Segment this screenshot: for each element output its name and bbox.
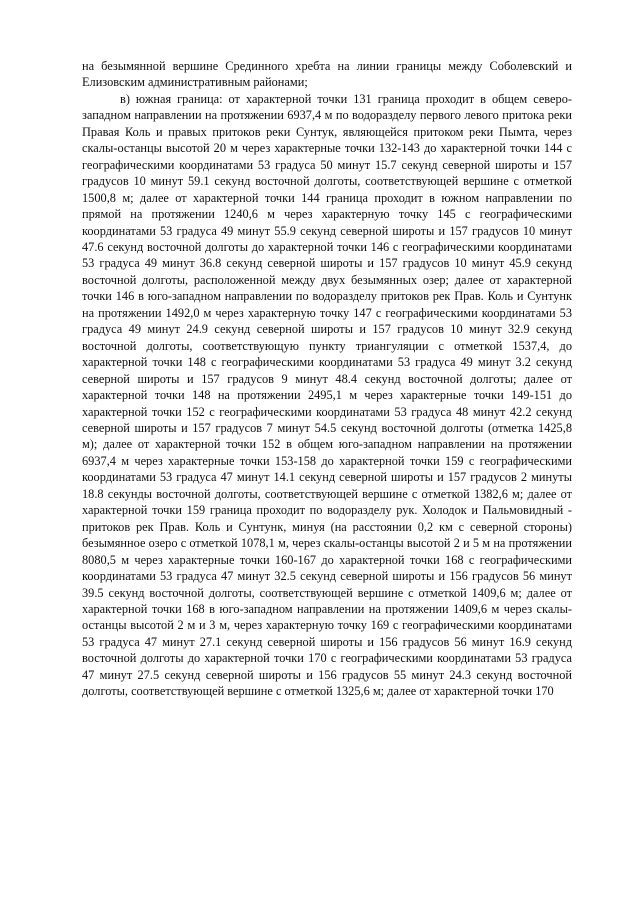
paragraph-continuation: на безымянной вершине Срединного хребта на линии границы между Соболевский и Елизовским административным районами; — [82, 59, 572, 90]
paragraph-south-border: в) южная граница: от характерной точки 131 граница проходит в общем северо-западном направлении на протяжении 6937,4 м по водоразделу первого левого притока реки Правая Коль и правых притоков реки Сунтук, являющейся притоком реки Пымта, через скалы-останцы высотой 20 м через характерные точки 132-143 до характерной точки 144 с географическими координатами 53 градуса 50 минут 15.7 секунд северной широты и 157 градусов 10 минут 59.1 секунд восточной долготы, соответствующей вершине с отметкой 1500,8 м; далее от характерной точки 144 граница проходит в южном направлении по прямой на протяжении 1240,6 м через характерную точку 145 с географическими координатами 53 градуса 49 минут 55.9 секунд северной широты и 157 градусов 10 минут 47.6 секунд восточной долготы до характерной точки 146 с географическими координатами 53 градуса 49 минут 36.8 секунд северной широты и 157 градусов 10 минут 45.9 секунд восточной долготы, расположенной между двух безымянных озер; далее от характерной точки 146 в юго-западном направлении по водоразделу притоков рек Прав. Коль и Сунтунк на протяжении 1492,0 м через характерную точку 147 с географическими координатами 53 градуса 49 минут 24.9 секунд северной широты и 157 градусов 10 минут 32.9 секунд восточной долготы, соответствующую пункту триангуляции с отметкой 1537,4, до характерной точки 148 с географическими координатами 53 градуса 49 минут 3.2 секунд северной широты и 157 градусов 9 минут 48.4 секунд восточной долготы; далее от характерной точки 148 на протяжении 2495,1 м через характерные точки 149-151 до характерной точки 152 с географическими координатами 53 градуса 48 минут 42.2 секунд северной широты и 157 градусов 7 минут 54.5 секунд восточной долготы (отметка 1425,8 м); далее от характерной точки 152 в общем юго-западном направлении на протяжении 6937,4 м через характерные точки 153-158 до характерной точки 159 с географическими координатами 53 градуса 47 минут 14.1 секунд северной широты и 157 градусов 2 минуты 18.8 секунды восточной долготы, соответствующей вершине с отметкой 1382,6 м; далее от характерной точки 159 граница проходит по водоразделу рук. Холодок и Пальмовидный - притоков рек Прав. Коль и Сунтунк, минуя (на расстоянии 0,2 км с северной стороны) безымянное озеро с отметкой 1078,1 м, через скалы-останцы высотой 2 и 5 м на протяжении 8080,5 м через характерные точки 160-167 до характерной точки 168 с географическими координатами 53 градуса 47 минут 32.5 секунд северной широты и 156 градусов 56 минут 39.5 секунд восточной долготы, соответствующей вершине с отметкой 1409,6 м; далее от характерной точки 168 в юго-западном направлении на протяжении 1409,6 м через скалы-останцы высотой 2 м и 3 м, через характерную точку 169 с географическими координатами 53 градуса 47 минут 27.1 секунд северной широты и 156 градусов 56 минут 16.9 секунд восточной долготы до характерной точки 170 с географическими координатами 53 градуса 47 минут 27.5 секунд северной широты и 156 градусов 55 минут 24.3 секунд восточной долготы, соответствующей вершине с отметкой 1325,6 м; далее от характерной точки 170 — [82, 91, 572, 699]
document-page — [82, 58, 572, 700]
